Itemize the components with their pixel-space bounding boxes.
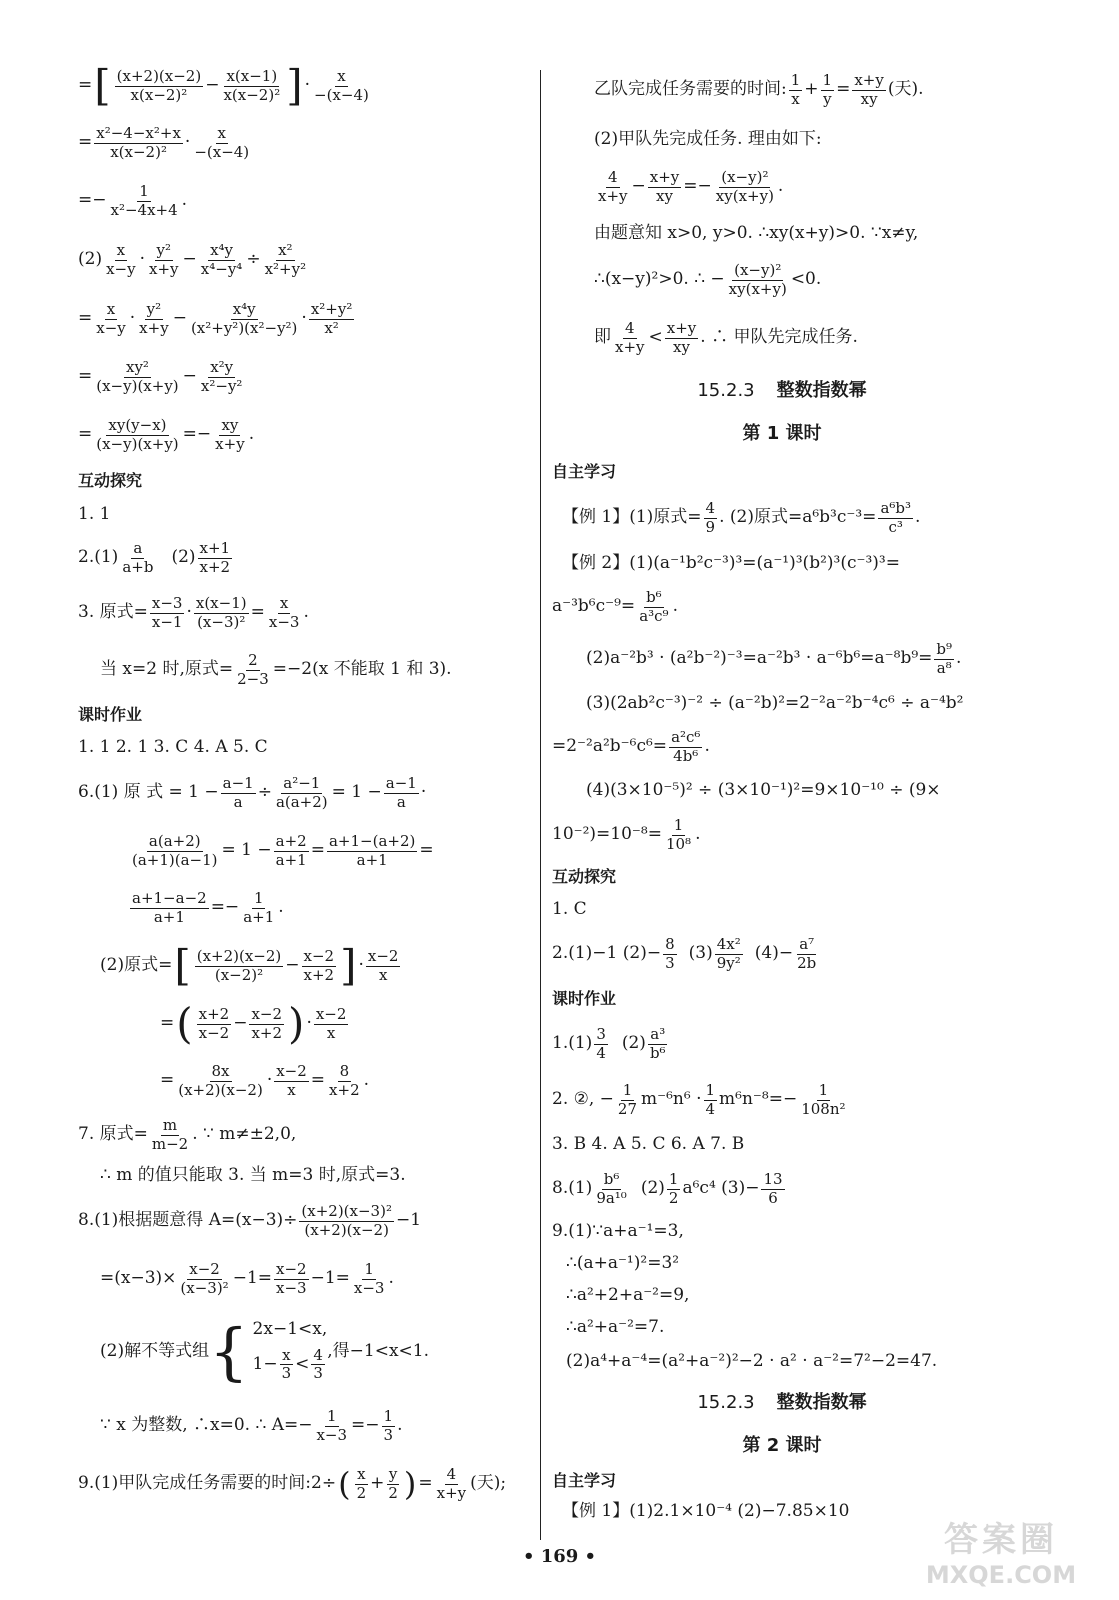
line-k8c: (2)解不等式组 { 2x−1<x, 1− $\frac{x}{3}$ < 4 3 ,得−1<x<1. xyxy=(100,1315,430,1388)
line-r2: (2)甲队先完成任务. 理由如下: xyxy=(594,129,822,150)
heading-keshi: 课时作业 xyxy=(78,704,143,724)
watermark-site: MXQE.COM xyxy=(925,1561,1077,1589)
line-c3: 3. B 4. A 5. C 6. A 7. B xyxy=(552,1134,745,1155)
line-r4: 由题意知 x>0, y>0. ∴xy(x+y)>0. ∵x≠y, xyxy=(594,223,919,244)
line-h1: 1. C xyxy=(552,899,587,920)
column-divider xyxy=(540,70,541,1540)
watermark-text: 答案圈 xyxy=(944,1520,1058,1560)
left-column xyxy=(78,58,530,1512)
line-k8: 8.(1)根据题意得 A=(x−3)÷ $\frac{\text{(x+2)(x−3)²}}{(x+2)(x-2)}$ −1 xyxy=(78,1202,422,1239)
line-c9e: (2)a⁴+a⁻⁴=(a²+a⁻²)²−2 · a² · a⁻²=7²−2=47. xyxy=(566,1351,938,1372)
section-title-1: 15.2.3 整数指数幂 xyxy=(697,379,867,401)
line-k6f: = $\frac{8x}{(x+2)(x-2)}$ · $\frac{x-2}{x}$ = $\frac{8}{x+2}$ . xyxy=(160,1062,370,1099)
line-k8b: =(x−3)× $\frac{x-2}{\text{(x−3)²}}$ −1= $\frac{x-2}{x-3}$ −1= $\frac{1}{x-3}$ . xyxy=(100,1260,394,1297)
line-b4: = $\frac{xy(y-x)}{(x-y)(x+y)}$ =− $\frac{xy}{x+y}$ . xyxy=(78,416,255,453)
line-r6: 即 4 x+y < x+y xy . ∴ 甲队先完成任务. xyxy=(594,319,858,356)
line-c9a: 9.(1)∵a+a⁻¹=3, xyxy=(552,1221,684,1242)
line-k6d: (2)原式= [ (x+2)(x−2) (x−2)² − $\frac{x-2}{x+2}$ ] · x−2 x xyxy=(100,941,399,990)
line-c9c: ∴a²+2+a⁻²=9, xyxy=(566,1285,690,1306)
line-e6: (4)(3×10⁻⁵)² ÷ (3×10⁻¹)²=9×10⁻¹⁰ ÷ (9× xyxy=(586,780,941,801)
line-k7: 7. 原式= $\frac{m}{m-2}$ . ∵ m≠±2,0, xyxy=(78,1116,297,1153)
line-h2: 2.(1)−1 (2)− $\frac{8}{3}$ (3) 4x² 9y² (4)− $\frac{\text{a⁷}}{2b}$ xyxy=(552,935,817,972)
line-r3: 4 x+y − $\frac{x+y}{xy}$ =− $\frac{\text{(x−y)²}}{xy(x+y)}$ . xyxy=(598,168,784,205)
line-a3: =− $\frac{1}{\text{x²−4x+4}}$ . xyxy=(78,182,188,219)
lesson-title-1: 第 1 课时 xyxy=(742,422,822,444)
line-e5: =2⁻²a²b⁻⁶c⁶= $\frac{\text{a²c⁶}}{\text{4b⁶}}$ . xyxy=(552,728,710,765)
heading-keshi-right: 课时作业 xyxy=(552,988,617,1008)
line-b1: (2) x x−y · y² x+y − $\frac{\text{x⁴y}}{\text{x⁴−y⁴}}$ ÷ $\frac{\text{x²}}{\text{x²+y²}}$ xyxy=(78,241,307,278)
lesson-title-2: 第 2 课时 xyxy=(742,1434,822,1456)
line-f1: 【例 1】(1)2.1×10⁻⁴ (2)−7.85×10 xyxy=(562,1501,850,1522)
right-column xyxy=(552,58,1012,1528)
line-r1: 乙队完成任务需要的时间: 1 x + $\frac{1}{y}$ = $\frac{x+y}{xy}$ (天). xyxy=(594,71,924,108)
line-c1: 1.(1) 3 4 (2) a³ b⁶ xyxy=(552,1025,666,1062)
line-k6: 6.(1) 原 式 = 1 − $\frac{a-1}{a}$ ÷ $\frac{\text{a²−1}}{a(a+2)}$ = 1 − $\frac{a-1}{a}$ · xyxy=(78,774,427,811)
line-a1: = [ (x+2)(x−2) x(x−2)² − $\frac{x(x-1)}{\text{x(x−2)²}}$ ] · x −(x−4) xyxy=(78,61,369,110)
line-k9: 9.(1)甲队完成任务需要的时间:2÷ ( x 2 + $\frac{y}{2}$ ) = $\frac{4}{x+y}$ (天); xyxy=(78,1465,507,1503)
line-q2: 2.(1) a a+b (2) x+1 x+2 xyxy=(78,539,231,576)
line-e7: 10⁻²)=10⁻⁸= $\frac{1}{\text{10⁸}}$ . xyxy=(552,816,701,853)
line-e2b: a⁻³b⁶c⁻⁹= $\frac{\text{b⁶}}{\text{a³c⁹}}$ . xyxy=(552,588,678,625)
line-b2: = $\frac{x}{x-y}$ · y² x+y − $\frac{\text{x⁴y}}{\text{(x²+y²)(x²−y²)}}$ · x²+y² x² xyxy=(78,300,353,337)
line-e1: 【例 1】(1)原式= $\frac{4}{9}$ . (2)原式=a⁶b³c⁻³= $\frac{\text{a⁶b³}}{\text{c³}}$ . xyxy=(562,499,921,536)
line-k8d: ∵ x 为整数, ∴x=0. ∴ A=− $\frac{1}{x-3}$ =− $\frac{1}{3}$ . xyxy=(100,1407,403,1444)
line-e2: 【例 2】(1)(a⁻¹b²c⁻³)³=(a⁻¹)³(b²)³(c⁻³)³= xyxy=(562,553,900,574)
line-e4: (3)(2ab²c⁻³)⁻² ÷ (a⁻²b)²=2⁻²a⁻²b⁻⁴c⁶ ÷ a⁻⁴b² xyxy=(586,693,964,714)
page-number: • 169 • xyxy=(522,1546,597,1567)
line-b3: = $\frac{\text{xy²}}{(x-y)(x+y)}$ − $\frac{\text{x²y}}{\text{x²−y²}}$ xyxy=(78,358,243,395)
line-k6b: $\frac{a(a+2)}{(a+1)(a-1)}$ = 1 − $\frac{a+2}{a+1}$ = $\frac{a+1-(a+2)}{a+1}$ = xyxy=(132,832,434,869)
line-e3: (2)a⁻²b³ · (a²b⁻²)⁻³=a⁻²b³ · a⁻⁶b⁶=a⁻⁸b⁹= $\frac{\text{b⁹}}{\text{a⁸}}$ . xyxy=(586,640,962,677)
line-c8: 8.(1) b⁶ 9a¹⁰ (2) 1 2 a⁶c⁴ (3)− $\frac{13}{6}$ xyxy=(552,1170,783,1207)
heading-zizhu-2: 自主学习 xyxy=(552,1470,617,1490)
line-c9b: ∴(a+a⁻¹)²=3² xyxy=(566,1253,680,1274)
line-r5: ∴(x−y)²>0. ∴ − $\frac{\text{(x−y)²}}{xy(x+y)}$ <0. xyxy=(594,261,822,298)
line-k1: 1. 1 2. 1 3. C 4. A 5. C xyxy=(78,737,268,758)
line-q3: 3. 原式= $\frac{x-3}{x-1}$ · $\frac{x(x-1)}{\text{(x−3)²}}$ = $\frac{x}{x-3}$ . xyxy=(78,594,309,631)
line-k6e: = ( x+2 x−2 − $\frac{x-2}{x+2}$ ) · x−2 x xyxy=(160,999,347,1048)
line-q3b: 当 x=2 时,原式= $\frac{2}{2-3}$ =−2(x 不能取 1 和 3). xyxy=(100,651,452,688)
line-k6c: $\frac{a+1-a-2}{a+1}$ =− $\frac{1}{a+1}$ . xyxy=(132,889,284,926)
watermark-logo xyxy=(901,1512,1101,1589)
line-a2: = $\frac{\text{x²−4−x²+x}}{\text{x(x−2)²}}$ · x −(x−4) xyxy=(78,124,250,161)
heading-hudong-right: 互动探究 xyxy=(552,866,617,886)
heading-zizhu: 自主学习 xyxy=(552,461,617,481)
heading-hudong: 互动探究 xyxy=(78,470,143,490)
line-c2: 2. ②, − $\frac{1}{27}$ m⁻⁶n⁶ · 1 4 m⁶n⁻⁸=− $\frac{1}{\text{108n²}}$ xyxy=(552,1081,846,1118)
line-c9d: ∴a²+a⁻²=7. xyxy=(566,1317,665,1338)
line-k7b: ∴ m 的值只能取 3. 当 m=3 时,原式=3. xyxy=(100,1165,406,1186)
section-title-2: 15.2.3 整数指数幂 xyxy=(697,1391,867,1413)
line-q1: 1. 1 xyxy=(78,504,111,525)
